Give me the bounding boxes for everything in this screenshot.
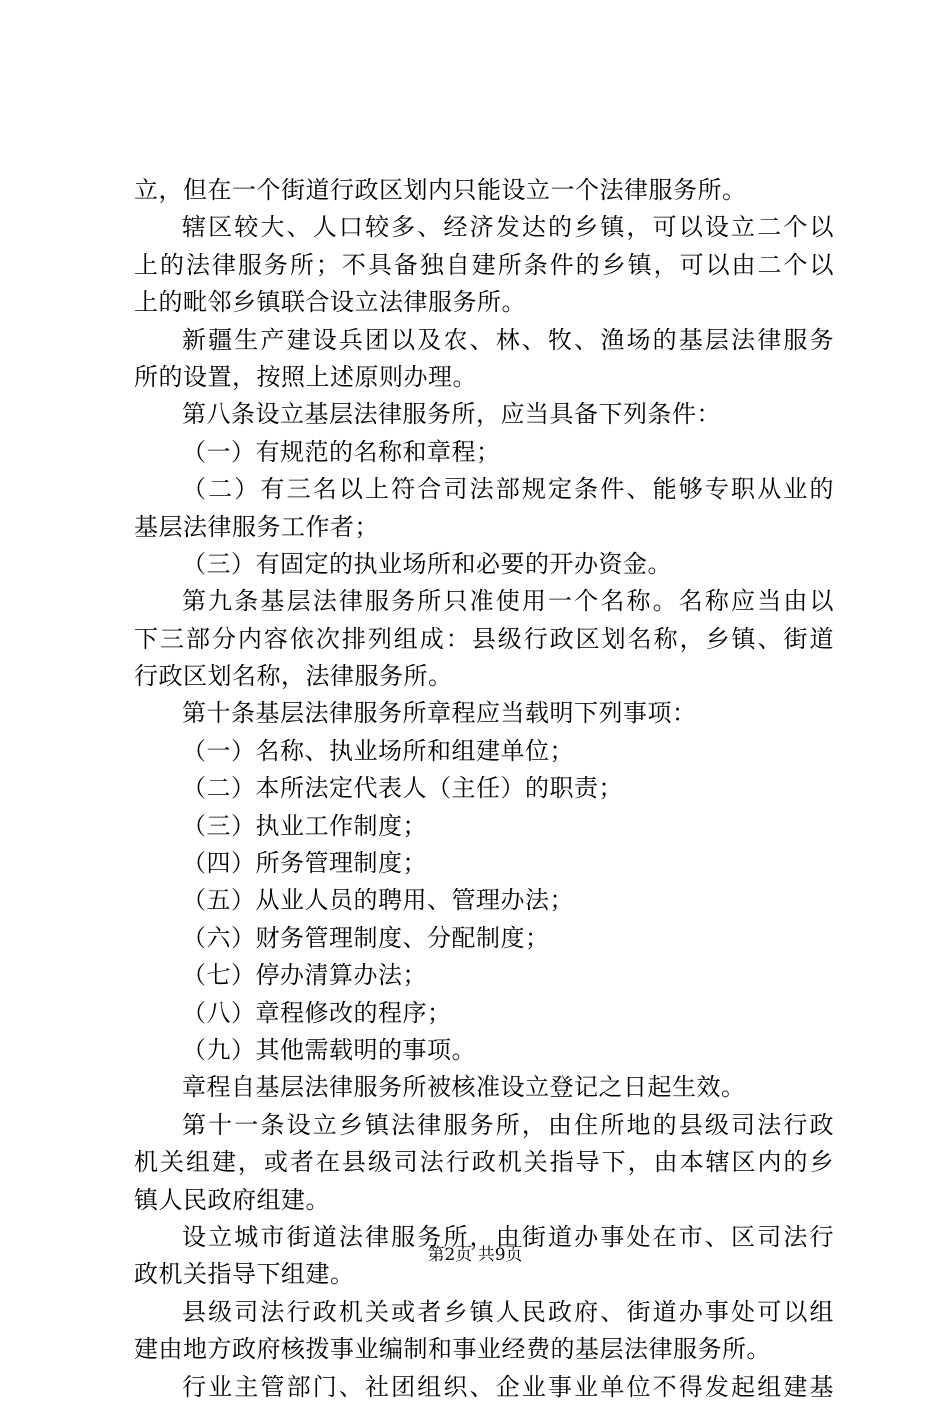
text-line: 基层法律服务工作者； xyxy=(134,512,379,541)
text-line: 第十一条设立乡镇法律服务所，由住所地的县级司法行政 xyxy=(182,1110,834,1139)
text-line: 机关组建，或者在县级司法行政机关指导下，由本辖区内的乡 xyxy=(134,1148,834,1177)
text-line: 新疆生产建设兵团以及农、林、牧、渔场的基层法律服务 xyxy=(182,325,834,354)
text-line: 行政区划名称，法律服务所。 xyxy=(134,662,453,691)
text-line: 县级司法行政机关或者乡镇人民政府、街道办事处可以组 xyxy=(182,1297,834,1326)
text-line: （三）执业工作制度； xyxy=(182,811,427,840)
text-line: 第十条基层法律服务所章程应当载明下列事项： xyxy=(182,699,697,728)
text-line: （六）财务管理制度、分配制度； xyxy=(182,923,550,952)
text-line: （三）有固定的执业场所和必要的开办资金。 xyxy=(182,549,672,578)
text-line: （四）所务管理制度； xyxy=(182,849,427,878)
document-body xyxy=(134,172,834,1406)
text-line: （一）有规范的名称和章程； xyxy=(182,437,501,466)
text-line: 政机关指导下组建。 xyxy=(134,1260,355,1289)
text-line: 行业主管部门、社团组织、企业事业单位不得发起组建基 xyxy=(182,1372,834,1401)
text-line: 上的毗邻乡镇联合设立法律服务所。 xyxy=(134,288,526,317)
text-line: 立，但在一个街道行政区划内只能设立一个法律服务所。 xyxy=(134,176,747,204)
text-line: （九）其他需载明的事项。 xyxy=(182,1035,476,1064)
text-line: 下三部分内容依次排列组成：县级行政区划名称，乡镇、街道 xyxy=(134,624,834,653)
text-line: 第九条基层法律服务所只准使用一个名称。名称应当由以 xyxy=(182,587,834,616)
text-line: 设立城市街道法律服务所，由街道办事处在市、区司法行 xyxy=(182,1222,834,1251)
text-line: （八）章程修改的程序； xyxy=(182,998,452,1027)
text-line: 上的法律服务所；不具备独自建所条件的乡镇，可以由二个以 xyxy=(134,250,834,279)
text-line: （二）本所法定代表人（主任）的职责； xyxy=(182,774,623,803)
text-line: （七）停办清算办法； xyxy=(182,961,427,990)
text-line: 章程自基层法律服务所被核准设立登记之日起生效。 xyxy=(182,1073,746,1102)
text-line: 建由地方政府核拨事业编制和事业经费的基层法律服务所。 xyxy=(134,1335,771,1364)
page-footer: 第2页 共9页 xyxy=(427,1245,523,1265)
text-line: （二）有三名以上符合司法部规定条件、能够专职从业的 xyxy=(182,475,834,504)
text-line: 镇人民政府组建。 xyxy=(134,1185,330,1214)
text-line: （五）从业人员的聘用、管理办法； xyxy=(182,886,574,915)
text-line: （一）名称、执业场所和组建单位； xyxy=(182,736,574,765)
text-line: 第八条设立基层法律服务所，应当具备下列条件： xyxy=(182,400,721,429)
text-line: 所的设置，按照上述原则办理。 xyxy=(134,362,477,391)
text-line: 辖区较大、人口较多、经济发达的乡镇，可以设立二个以 xyxy=(182,213,834,242)
